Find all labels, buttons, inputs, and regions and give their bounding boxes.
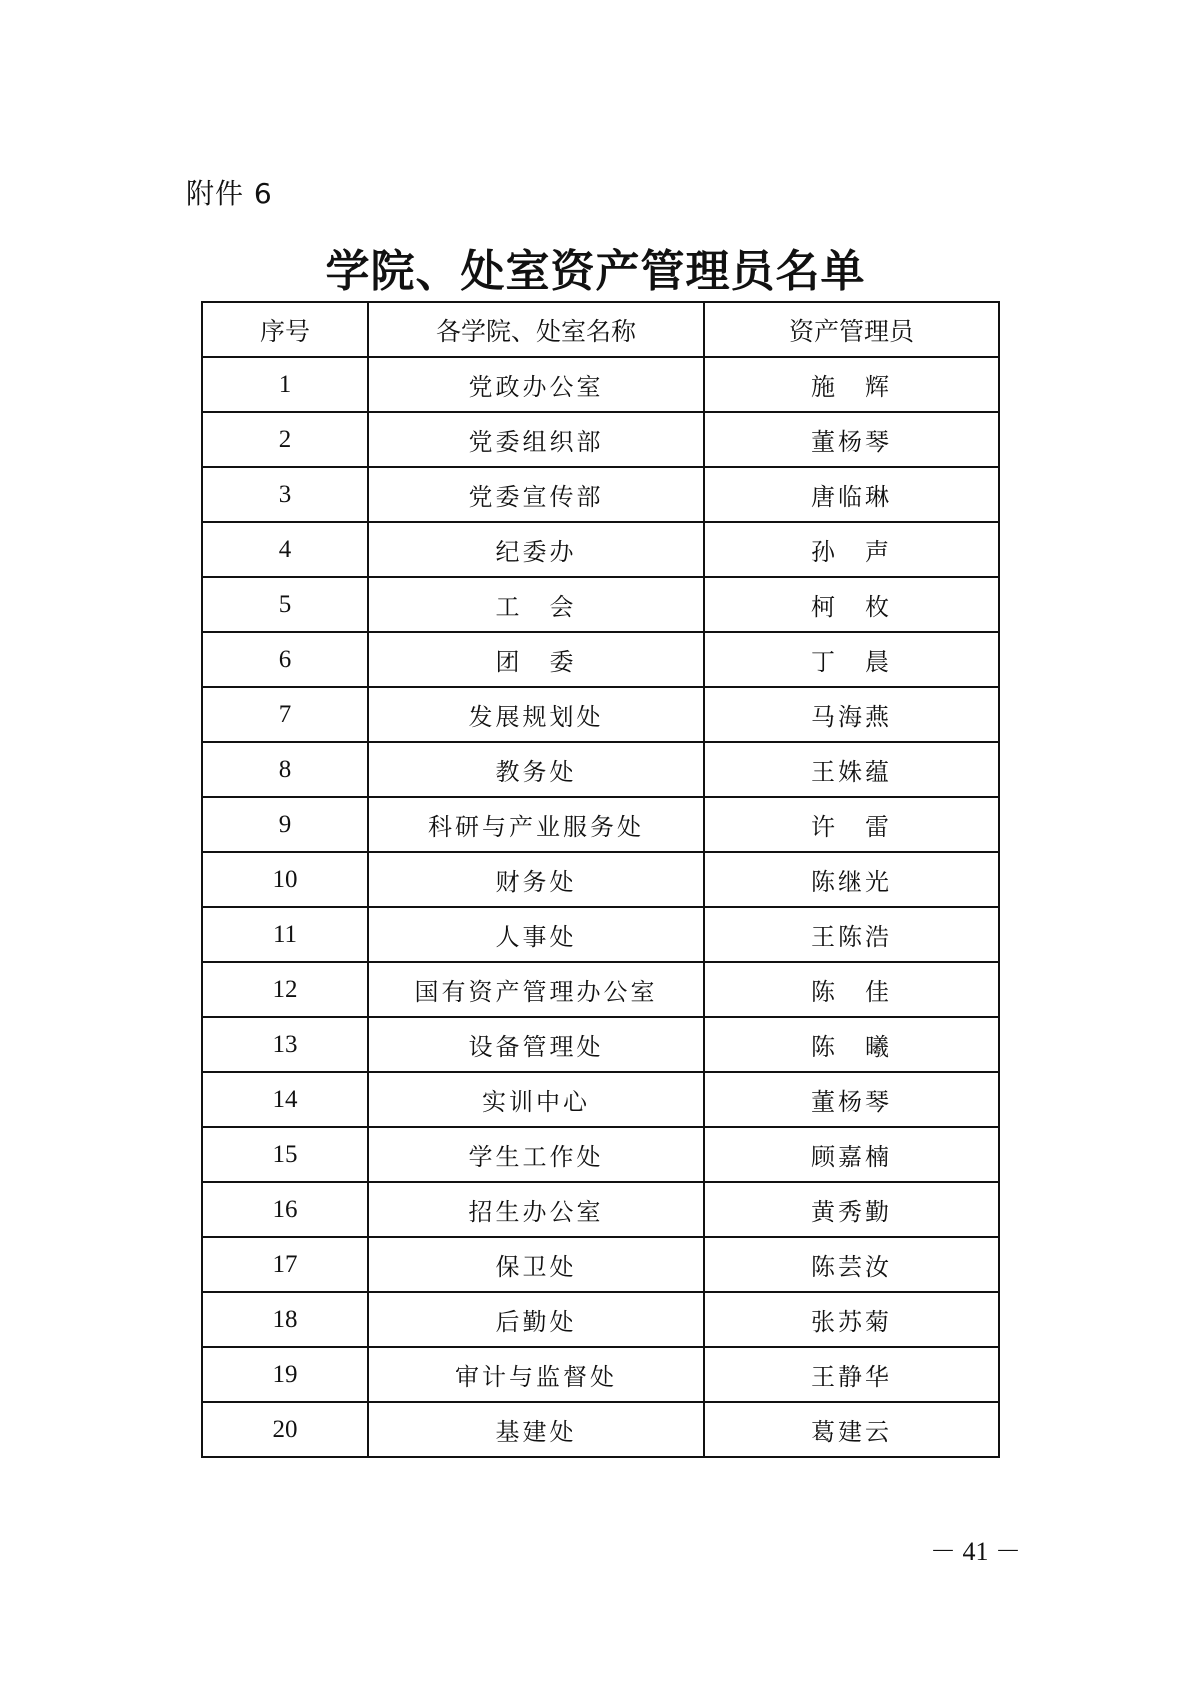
table-row — [202, 577, 999, 632]
serial-number-cell: 16 — [202, 1182, 368, 1237]
department-name-cell: 党委组织部 — [368, 412, 704, 467]
department-name-cell: 党委宣传部 — [368, 467, 704, 522]
table-row — [202, 1292, 999, 1347]
asset-manager-cell: 施 辉 — [704, 357, 999, 412]
department-name-cell: 发展规划处 — [368, 687, 704, 742]
department-name-cell: 科研与产业服务处 — [368, 797, 704, 852]
serial-number-cell: 8 — [202, 742, 368, 797]
department-name-cell: 审计与监督处 — [368, 1347, 704, 1402]
asset-manager-cell: 丁 晨 — [704, 632, 999, 687]
department-name-cell: 设备管理处 — [368, 1017, 704, 1072]
serial-number-cell: 3 — [202, 467, 368, 522]
table-row — [202, 357, 999, 412]
department-name-cell: 招生办公室 — [368, 1182, 704, 1237]
asset-manager-cell: 董杨琴 — [704, 412, 999, 467]
serial-number-cell: 17 — [202, 1237, 368, 1292]
serial-number-cell: 6 — [202, 632, 368, 687]
serial-number-cell: 15 — [202, 1127, 368, 1182]
serial-number-cell: 4 — [202, 522, 368, 577]
asset-manager-cell: 葛建云 — [704, 1402, 999, 1457]
table-row — [202, 687, 999, 742]
asset-manager-cell: 柯 枚 — [704, 577, 999, 632]
asset-manager-cell: 陈继光 — [704, 852, 999, 907]
department-name-cell: 国有资产管理办公室 — [368, 962, 704, 1017]
serial-number-cell: 7 — [202, 687, 368, 742]
department-name-cell: 团 委 — [368, 632, 704, 687]
department-name-cell: 财务处 — [368, 852, 704, 907]
table-row — [202, 907, 999, 962]
asset-manager-cell: 王陈浩 — [704, 907, 999, 962]
table-row — [202, 1237, 999, 1292]
header-asset-manager: 资产管理员 — [704, 302, 999, 357]
serial-number-cell: 13 — [202, 1017, 368, 1072]
asset-manager-cell: 陈 曦 — [704, 1017, 999, 1072]
asset-manager-cell: 陈芸汝 — [704, 1237, 999, 1292]
department-name-cell: 教务处 — [368, 742, 704, 797]
asset-manager-cell: 顾嘉楠 — [704, 1127, 999, 1182]
document-title: 学院、处室资产管理员名单 — [325, 246, 866, 297]
asset-manager-cell: 王姝蕴 — [704, 742, 999, 797]
serial-number-cell: 9 — [202, 797, 368, 852]
department-name-cell: 实训中心 — [368, 1072, 704, 1127]
serial-number-cell: 18 — [202, 1292, 368, 1347]
header-department-name: 各学院、处室名称 — [368, 302, 704, 357]
serial-number-cell: 14 — [202, 1072, 368, 1127]
table-row — [202, 1347, 999, 1402]
table-body — [202, 357, 999, 1457]
table-row — [202, 852, 999, 907]
table-row — [202, 632, 999, 687]
department-name-cell: 保卫处 — [368, 1237, 704, 1292]
asset-manager-cell: 许 雷 — [704, 797, 999, 852]
serial-number-cell: 12 — [202, 962, 368, 1017]
serial-number-cell: 5 — [202, 577, 368, 632]
asset-manager-cell: 陈 佳 — [704, 962, 999, 1017]
serial-number-cell: 20 — [202, 1402, 368, 1457]
table-row — [202, 742, 999, 797]
table-row — [202, 467, 999, 522]
asset-manager-table — [201, 301, 1000, 1458]
serial-number-cell: 2 — [202, 412, 368, 467]
header-serial-number: 序号 — [202, 302, 368, 357]
asset-manager-cell: 唐临琳 — [704, 467, 999, 522]
table-row — [202, 412, 999, 467]
serial-number-cell: 19 — [202, 1347, 368, 1402]
asset-manager-cell: 马海燕 — [704, 687, 999, 742]
department-name-cell: 学生工作处 — [368, 1127, 704, 1182]
asset-manager-cell: 张苏菊 — [704, 1292, 999, 1347]
department-name-cell: 工 会 — [368, 577, 704, 632]
department-name-cell: 党政办公室 — [368, 357, 704, 412]
department-name-cell: 人事处 — [368, 907, 704, 962]
table-row — [202, 797, 999, 852]
table-row — [202, 522, 999, 577]
table-row — [202, 1017, 999, 1072]
asset-manager-cell: 董杨琴 — [704, 1072, 999, 1127]
asset-manager-cell: 孙 声 — [704, 522, 999, 577]
table-header-row — [202, 302, 999, 357]
serial-number-cell: 11 — [202, 907, 368, 962]
asset-manager-cell: 黄秀勤 — [704, 1182, 999, 1237]
serial-number-cell: 10 — [202, 852, 368, 907]
department-name-cell: 纪委办 — [368, 522, 704, 577]
asset-manager-cell: 王静华 — [704, 1347, 999, 1402]
page-number: － 41 － — [930, 1537, 1022, 1566]
attachment-label: 附件 6 — [186, 177, 273, 210]
table-row — [202, 1127, 999, 1182]
table-row — [202, 1182, 999, 1237]
department-name-cell: 基建处 — [368, 1402, 704, 1457]
serial-number-cell: 1 — [202, 357, 368, 412]
table-row — [202, 962, 999, 1017]
table-row — [202, 1402, 999, 1457]
table-row — [202, 1072, 999, 1127]
department-name-cell: 后勤处 — [368, 1292, 704, 1347]
